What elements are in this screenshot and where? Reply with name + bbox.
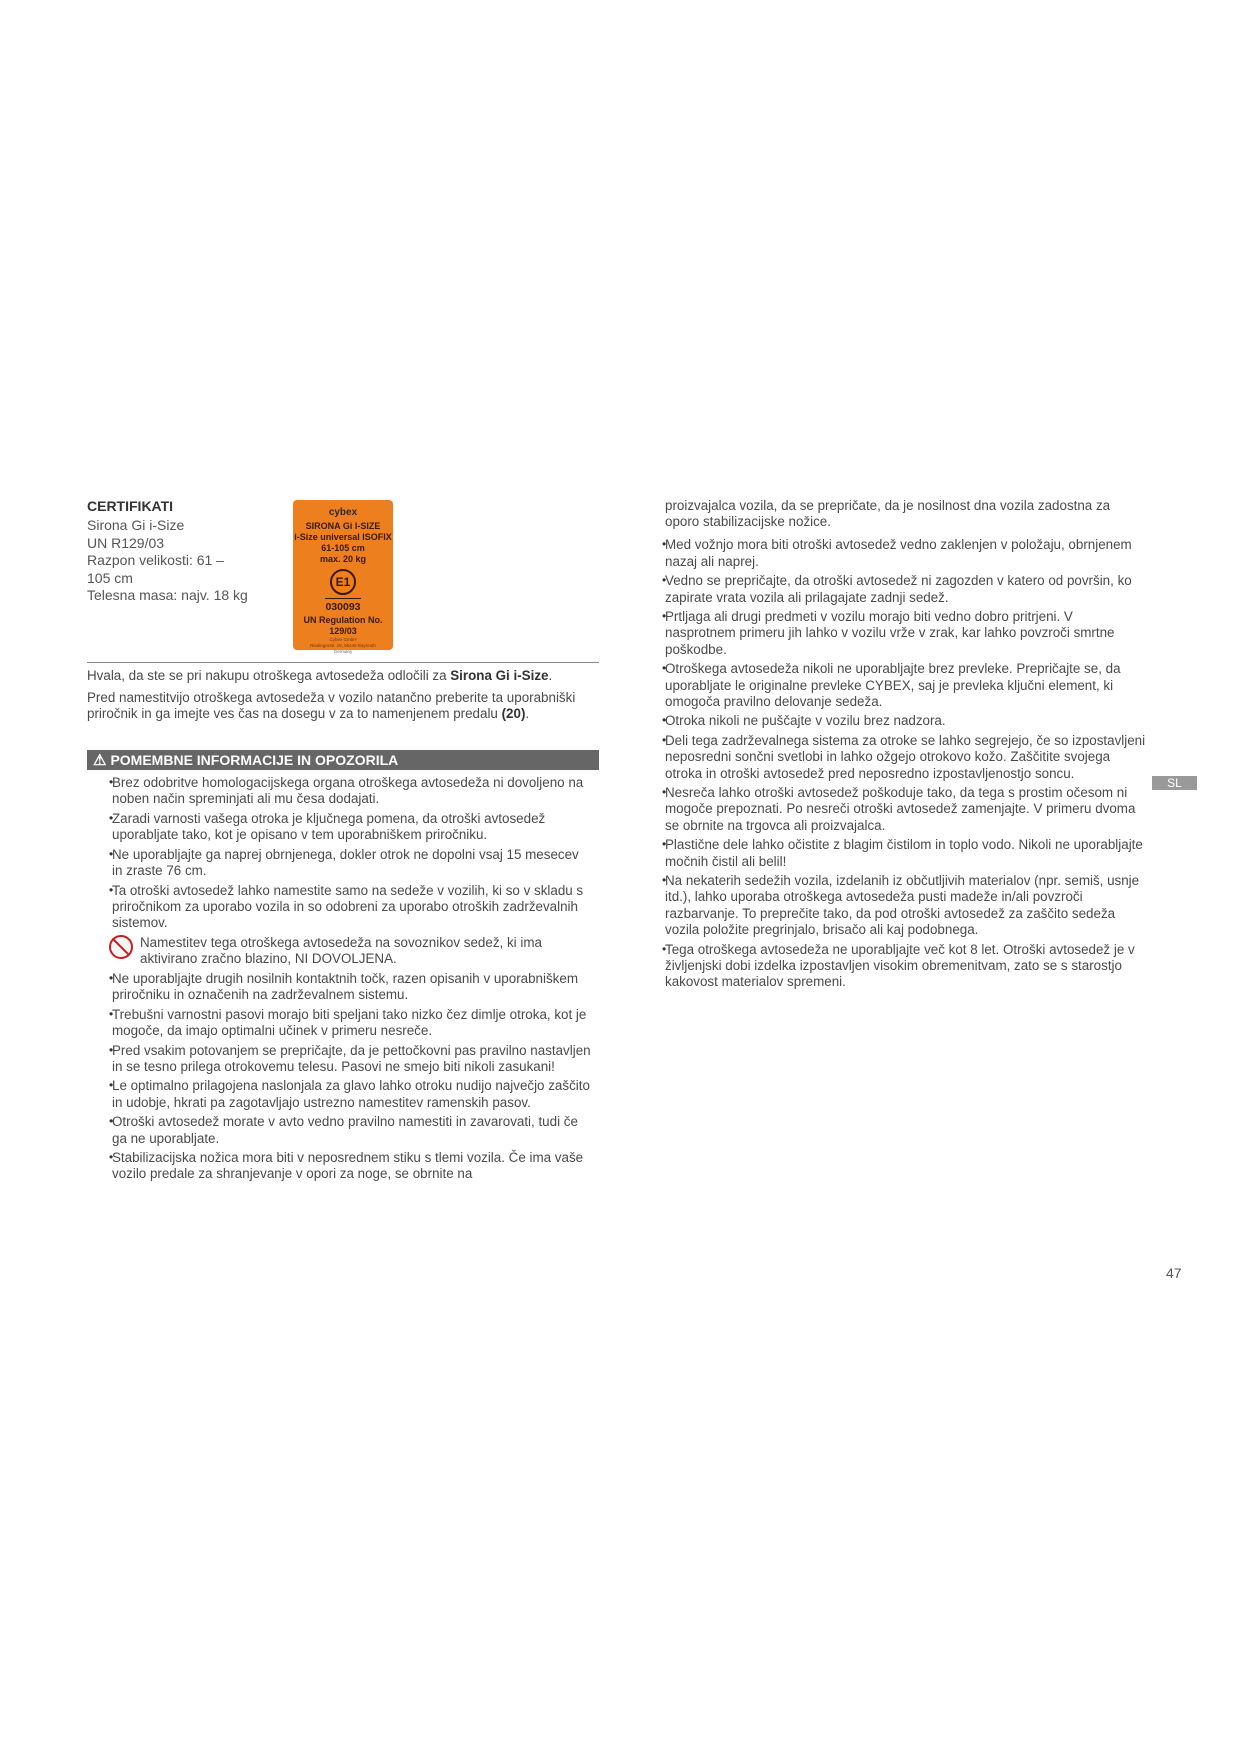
read-end: . <box>525 706 530 722</box>
list-item: • Na nekaterih sedežih vozila, izdelanih iz občutljivih materialov (npr. semiš, usnje itd.), lahko uporaba otroškega avtosedeža pusti madeže in/ali povzroči razbarvanje. To preprečite tako, da pod otroški avtosedež za zaščito sedeža vozila položite pregrinjalo, brisačo ali kaj podobnega. <box>665 873 1147 938</box>
thanks-end: . <box>548 668 553 683</box>
list-item: • Ta otroški avtosedež lahko namestite samo na sedeže v vozilih, ki so v skladu s priročnikom za uporabo vozila in so odobreni za uporabo otroških zadrževalnih sistemov. <box>112 883 592 932</box>
warning-triangle-icon: ⚠ <box>93 752 107 769</box>
cert-line: Razpon velikosti: 61 – <box>87 552 224 569</box>
list-item: • Zaradi varnosti vašega otroka je ključnega pomena, da otroški avtosedež uporabljate tako, kot je opisano v tem uporabniškem priročniku. <box>112 811 592 843</box>
no-airbag-icon <box>109 935 133 959</box>
right-column <box>665 498 1147 994</box>
label-regulation: UN Regulation No. 129/03 <box>303 615 383 637</box>
warnings-list-continued <box>665 498 1147 990</box>
warning-header <box>87 750 599 770</box>
list-item: • Deli tega zadrževalnega sistema za otroke se lahko segrejejo, če so izpostavljeni neposredni sončni svetlobi in lahko ožgejo otrokovo kožo. Zaščitite svojega otroka in otroški avtosedež pred neposredno izpostavljenostjo soncu. <box>665 733 1147 782</box>
page-number: 47 <box>1166 1265 1182 1281</box>
list-item: • Ne uporabljajte drugih nosilnih kontaktnih točk, razen opisanih v uporabniškem priročniku in označenih na zadrževalnem sistemu. <box>112 971 592 1003</box>
list-item: • Otroški avtosedež morate v avto vedno pravilno namestiti in zavarovati, tudi če ga ne uporabljate. <box>112 1114 592 1146</box>
warning-title: POMEMBNE INFORMACIJE IN OPOZORILA <box>110 752 399 768</box>
list-item: • Ne uporabljajte ga naprej obrnjenega, dokler otrok ne dopolni vsaj 15 mesecev in zraste 76 cm. <box>112 847 592 879</box>
cert-line: Sirona Gi i-Size <box>87 517 185 534</box>
label-fine-print: Riedingerstr. 18, 95448 Bayreuth <box>310 643 376 649</box>
list-item: • Otroka nikoli ne puščajte v vozilu brez nadzora. <box>665 713 1147 729</box>
approval-label <box>293 500 393 655</box>
cert-line: 105 cm <box>87 569 133 586</box>
label-number: 030093 <box>325 598 360 615</box>
list-item: • Stabilizacijska nožica mora biti v neposrednem stiku s tlemi vozila. Če ima vaše vozilo predale za shranjevanje v opori za noge, se obrnite na <box>112 1150 592 1182</box>
label-fine-print: Cybex GmbH <box>329 637 357 643</box>
thanks-paragraph <box>87 668 599 684</box>
read-manual-paragraph <box>87 690 599 722</box>
product-name: Sirona Gi i-Size <box>450 668 549 683</box>
label-line: i-Size universal ISOFIX <box>294 532 392 543</box>
list-item: • Pred vsakim potovanjem se prepričajte, da je pettočkovni pas pravilno nastavljen in se tesno prilega otrokovemu telesu. Pasovi ne smejo biti nikoli zasukani! <box>112 1043 592 1075</box>
warnings-list <box>112 775 592 1186</box>
divider <box>87 662 599 663</box>
airbag-warning-text: Namestitev tega otroškega avtosedeža na sovoznikov sedež, ki ima aktivirano zračno blazino, NI DOVOLJENA. <box>140 934 542 967</box>
label-line: max. 20 kg <box>319 554 367 565</box>
read-text: Pred namestitvijo otroškega avtosedeža v vozilo natančno preberite ta uporabniški priročnik in ga imejte ves čas na dosegu v za to namenjenem predalu <box>87 690 576 722</box>
list-item: • Otroškega avtosedeža nikoli ne uporabljajte brez prevleke. Prepričajte se, da uporabljate le originalne prevleke CYBEX, saj je prevleka ključni element, ki omogoča pravilno delovanje sedeža. <box>665 661 1147 710</box>
list-item: • Nesreča lahko otroški avtosedež poškoduje tako, da tega s prostim očesom ni mogoče prepoznati. Po nesreči otroški avtosedež zamenjajte. V primeru dvoma se obrnite na trgovca ali proizvajalca. <box>665 785 1147 834</box>
left-column <box>87 498 599 1182</box>
label-line: 61-105 cm <box>321 543 365 554</box>
list-item: • Brez odobritve homologacijskega organa otroškega avtosedeža ni dovoljeno na noben način spreminjati ali mu česa dodajati. <box>112 775 592 807</box>
list-item: • Prtljaga ali drugi predmeti v vozilu morajo biti vedno dobro pritrjeni. V nasprotnem primeru jih lahko v vozilu vrže v zrak, kar lahko povzroči smrtne poškodbe. <box>665 609 1147 658</box>
list-item-continuation: proizvajalca vozila, da se prepričate, da je nosilnost dna vozila zadostna za oporo stabilizacijske nožice. <box>665 498 1111 530</box>
label-fine-print: Germany <box>333 649 353 655</box>
certificates-block <box>87 498 267 605</box>
cert-line: UN R129/03 <box>87 534 165 551</box>
drawer-reference: (20) <box>501 706 526 722</box>
certificates-title: CERTIFIKATI <box>87 498 174 514</box>
list-item: • Vedno se prepričajte, da otroški avtosedež ni zagozden v katero od površin, ko zapirate vrata vozila ali prilagajate zadnji sedež. <box>665 573 1147 605</box>
thanks-text: Hvala, da ste se pri nakupu otroškega avtosedeža odločili za <box>87 668 451 683</box>
label-brand: cybex <box>328 507 358 518</box>
list-item: • Le optimalno prilagojena naslonjala za glavo lahko otroku nudijo največjo zaščito in udobje, hkrati pa zagotavljajo ustrezno namestitev ramenskih pasov. <box>112 1078 592 1110</box>
list-item: • Med vožnjo mora biti otroški avtosedež vedno zaklenjen v položaju, obrnjenem nazaj ali naprej. <box>665 537 1147 569</box>
list-item: • Trebušni varnostni pasovi morajo biti speljani tako nizko čez dimlje otroka, kot je mogoče, da imajo optimalni učinek v primeru nesreče. <box>112 1007 592 1039</box>
language-tab: SL <box>1152 776 1197 790</box>
label-line: SIRONA Gi I-SIZE <box>305 521 381 532</box>
list-item: • Plastične dele lahko očistite z blagim čistilom in toplo vodo. Nikoli ne uporabljajte močnih čistil ali belil! <box>665 837 1147 869</box>
e1-mark: E1 <box>330 569 356 595</box>
list-item: • Tega otroškega avtosedeža ne uporabljajte več kot 8 let. Otroški avtosedež je v življenjski dobi izdelka izpostavljen visokim obremenitvam, zato se s starostjo kakovost materialov spremeni. <box>665 942 1147 991</box>
cert-line: Telesna masa: najv. 18 kg <box>87 587 248 604</box>
list-item-airbag <box>112 935 592 967</box>
